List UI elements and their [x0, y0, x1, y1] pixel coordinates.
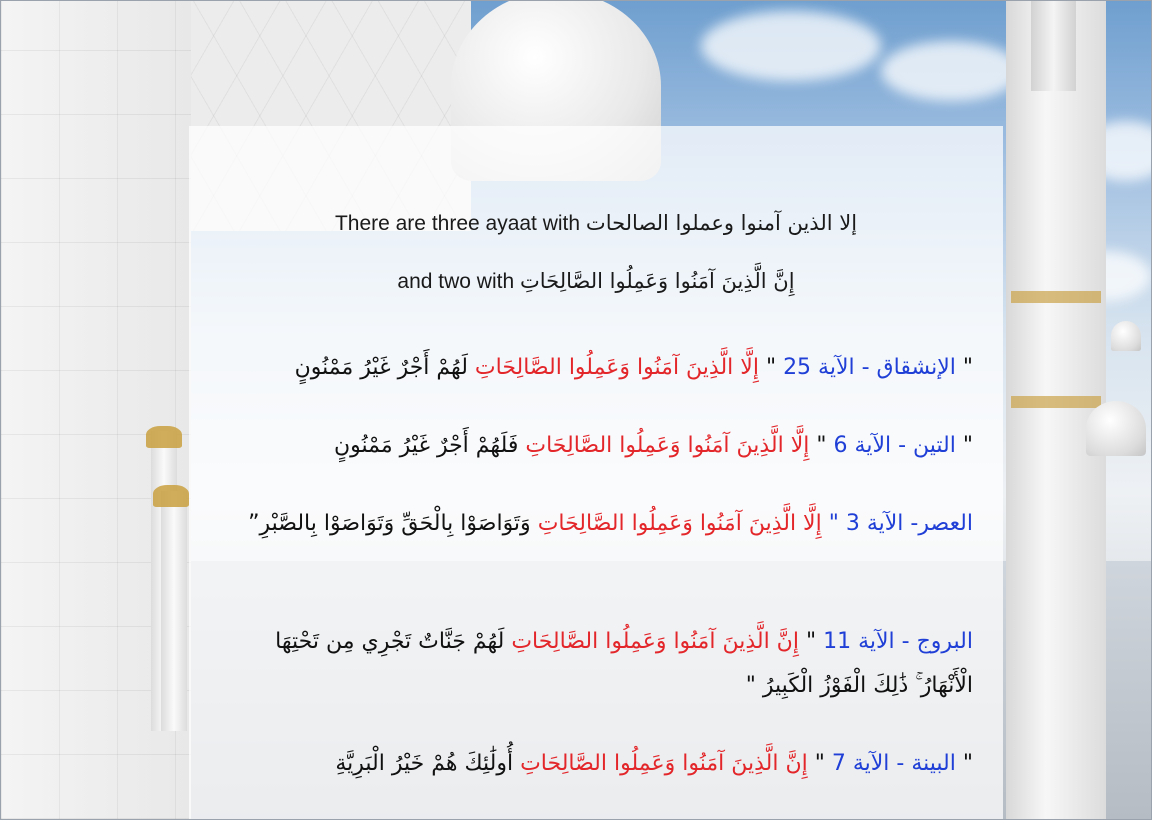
ayah-bayyinah — [229, 742, 973, 786]
minaret-balcony — [1011, 396, 1101, 408]
ayah-inshiqaq — [229, 346, 973, 390]
minaret-balcony — [1011, 291, 1101, 303]
ayah-text: وَتَوَاصَوْا بِالْحَقِّ وَتَوَاصَوْا بِالصَّبْرِ — [259, 511, 531, 536]
ayah-reference: الإنشقاق - الآية 25 — [783, 355, 956, 380]
quote-mark: ” — [248, 511, 260, 536]
intro-line-2-arabic: إِنَّ الَّذِينَ آمَنُوا وَعَمِلُوا الصَّالِحَاتِ — [520, 269, 795, 293]
intro-line-2 — [189, 269, 1003, 294]
ayah-reference: العصر- الآية 3 — [845, 511, 973, 536]
quote-mark: " — [828, 511, 839, 536]
cloud-shape — [881, 41, 1021, 101]
ayah-text: أُولَٰئِكَ هُمْ خَيْرُ الْبَرِيَّةِ — [335, 751, 514, 776]
ayah-tin — [229, 424, 973, 468]
quote-mark: " — [805, 629, 817, 654]
column-capital — [153, 485, 189, 507]
quote-mark: " — [814, 751, 825, 776]
ayah-text: لَهُمْ جَنَّاتٌ تَجْرِي مِن تَحْتِهَا الْأَنْهَارُ ۚ ذَٰلِكَ الْفَوْزُ الْكَبِيرُ — [275, 629, 973, 698]
ayah-reference: البروج - الآية 11 — [823, 629, 973, 654]
ayah-reference: البينة - الآية 7 — [831, 751, 956, 776]
intro-line-2-english: and two with — [397, 270, 515, 293]
quote-mark: " — [745, 673, 756, 698]
minaret — [1006, 1, 1106, 819]
quote-mark: " — [962, 355, 973, 380]
ayah-text: فَلَهُمْ أَجْرٌ غَيْرُ مَمْنُونٍ — [334, 433, 519, 458]
intro-line-1-arabic: إلا الذين آمنوا وعملوا الصالحات — [585, 211, 858, 235]
ayah-buruj — [229, 620, 973, 708]
ayah-text: لَهُمْ أَجْرٌ غَيْرُ مَمْنُونٍ — [294, 355, 468, 380]
column-capital — [146, 426, 182, 448]
ayah-key-phrase: إِلَّا الَّذِينَ آمَنُوا وَعَمِلُوا الصَّالِحَاتِ — [537, 511, 822, 536]
ayah-key-phrase: إِلَّا الَّذِينَ آمَنُوا وَعَمِلُوا الصَّالِحَاتِ — [525, 433, 810, 458]
ayah-key-phrase: إِلَّا الَّذِينَ آمَنُوا وَعَمِلُوا الصَّالِحَاتِ — [474, 355, 759, 380]
small-dome — [1111, 321, 1141, 351]
ayah-key-phrase: إِنَّ الَّذِينَ آمَنُوا وَعَمِلُوا الصَّالِحَاتِ — [520, 751, 808, 776]
intro-line-1 — [189, 211, 1003, 236]
quote-mark: " — [962, 433, 973, 458]
column — [161, 491, 187, 731]
ayah-key-phrase: إِنَّ الَّذِينَ آمَنُوا وَعَمِلُوا الصَّالِحَاتِ — [511, 629, 799, 654]
quote-mark: " — [962, 751, 973, 776]
small-dome — [1086, 401, 1146, 456]
cloud-shape — [701, 11, 881, 81]
minaret-top — [1031, 1, 1076, 91]
intro-line-1-english: There are three ayaat with — [334, 212, 581, 235]
quote-mark: " — [765, 355, 777, 380]
ayah-reference: التين - الآية 6 — [833, 433, 956, 458]
quote-mark: " — [816, 433, 827, 458]
text-panel — [189, 126, 1003, 820]
ayah-asr — [229, 502, 973, 546]
